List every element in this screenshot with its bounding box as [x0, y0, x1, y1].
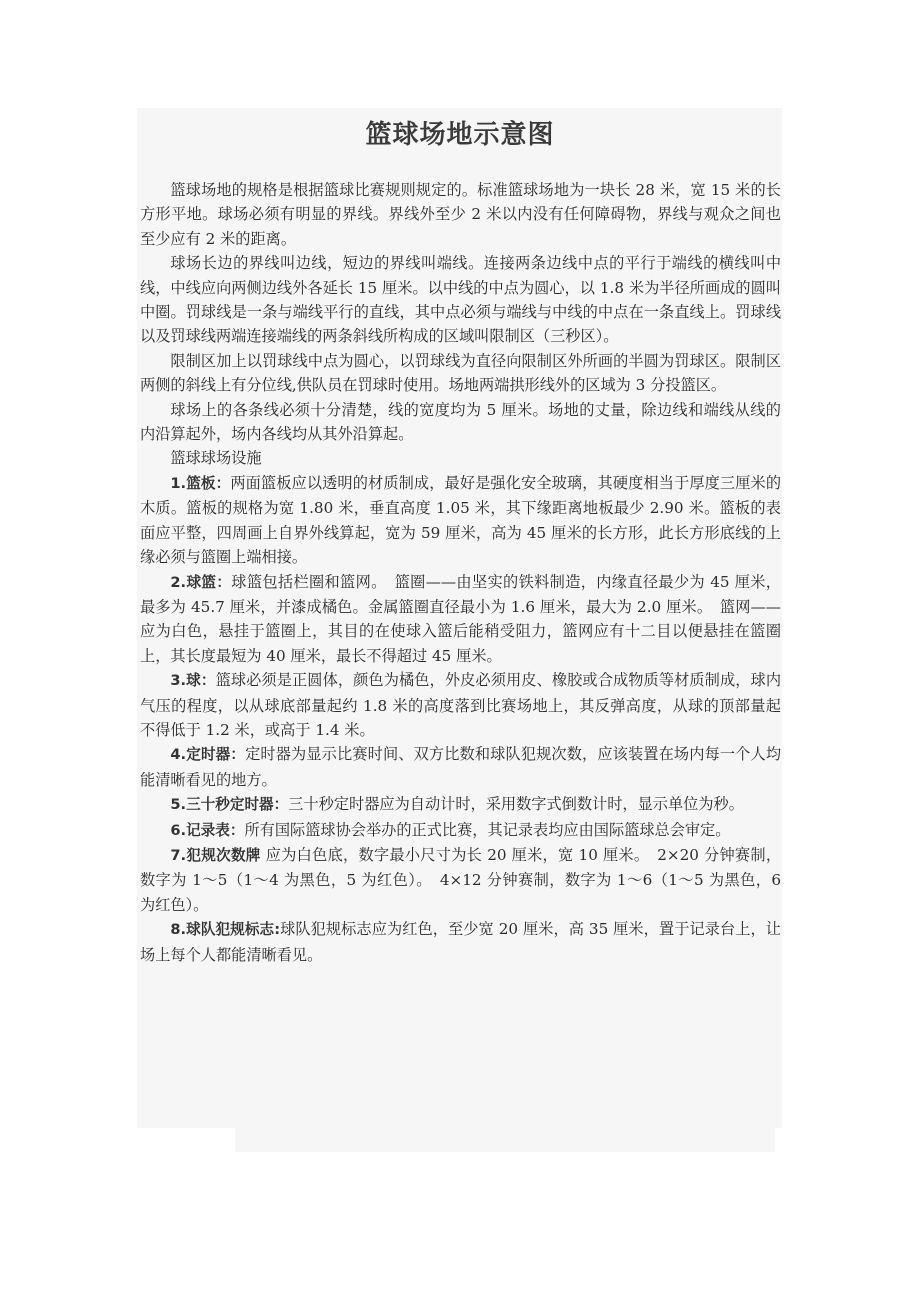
facility-label: 6.记录表： [170, 821, 245, 839]
facility-item [140, 471, 781, 570]
document-body [140, 178, 781, 967]
paragraph: 限制区加上以罚球线中点为圆心，以罚球线为直径向限制区外所画的半圆为罚球区。限制区两侧的斜线上有分位线,供队员在罚球时使用。场地两端拱形线外的区域为 3 分投篮区。 [140, 351, 781, 395]
facility-label: 5.三十秒定时器： [170, 796, 289, 814]
facility-label: 2.球篮： [170, 573, 232, 591]
facility-text: 篮球必须是正圆体，颜色为橘色，外皮必须用皮、橡胶或合成物质等材质制成，球内气压的程度，以从球底部量起约 1.8 米的高度落到比赛场地上，其反弹高度，从球的顶部量起不得低于 1.2 米，或高于 1.4 米。 [140, 671, 782, 739]
paragraph: 篮球场地的规格是根据篮球比赛规则规定的。标准篮球场地为一块长 28 米，宽 15 米的长方形平地。球场必须有明显的界线。界线外至少 2 米以内没有任何障碍物，界线与观众之间也至少应有 2 米的距离。 [140, 181, 781, 248]
facility-text: 应为白色底，数字最小尺寸为长 20 厘米，宽 10 厘米。 2×20 分钟赛制，数字为 1～5（1～4 为黑色，5 为红色）。 4×12 分钟赛制，数字为 1～6（1～5 为黑色，6 为红色）。 [140, 845, 782, 914]
document-page-tail [235, 1128, 775, 1152]
facility-label: 8.球队犯规标志: [170, 921, 281, 939]
facility-label: 3.球： [170, 672, 216, 690]
facility-text: 两面篮板应以透明的材质制成，最好是强化安全玻璃，其硬度相当于厚度三厘米的木质。篮板的规格为宽 1.80 米，垂直高度 1.05 米，其下缘距离地板最少 2.90 米。篮板的表面应平整，四周画上自界外线算起，宽为 59 厘米，高为 45 厘米的长方形，此长方形底线的上缘必须与篮圈上端相接。 [140, 473, 782, 567]
facility-text: 三十秒定时器应为自动计时，采用数字式倒数计时，显示单位为秒。 [288, 795, 744, 814]
facility-label: 7.犯规次数牌 [170, 846, 261, 864]
facility-item [140, 570, 781, 669]
facility-item [140, 917, 781, 967]
facility-text: 球队犯规标志应为红色，至少宽 20 厘米，高 35 厘米，置于记录台上，让场上每个人都能清晰看见。 [140, 920, 781, 964]
facility-item [140, 742, 781, 792]
page-title: 篮球场地示意图 [365, 120, 555, 150]
paragraph: 球场长边的界线叫边线，短边的界线叫端线。连接两条边线中点的平行于端线的横线叫中线，中线应向两侧边线外各延长 15 厘米。以中线的中点为圆心，以 1.8 米为半径所画成的圆叫中圈。罚球线是一条与端线平行的直线，其中点必须与端线与中线的中点在一条直线上。罚球线以及罚球线两端连接端线的两条斜线所构成的区域叫限制区（三秒区）。 [140, 254, 781, 346]
facility-item [140, 792, 781, 817]
facility-item [140, 668, 781, 742]
facility-text: 定时器为显示比赛时间、双方比数和球队犯规次数，应该装置在场内每一个人均能清晰看见的地方。 [140, 745, 782, 789]
facility-label: 4.定时器： [170, 746, 246, 764]
facility-item [140, 843, 781, 917]
facility-item [140, 818, 781, 843]
paragraph: 球场上的各条线必须十分清楚，线的宽度均为 5 厘米。场地的丈量，除边线和端线从线的内沿算起外，场内各线均从其外沿算起。 [140, 400, 781, 444]
facility-text: 球篮包括栏圈和篮网。 篮圈——由坚实的铁料制造，内缘直径最少为 45 厘米，最多为 45.7 厘米，并漆成橘色。金属篮圈直径最小为 1.6 厘米，最大为 2.0 厘米。 篮网——应为白色，悬挂于篮圈上，其目的在使球入篮后能稍受阻力，篮网应有十二目以便悬挂在篮圈上，其长度最短为 40 厘米，最长不得超过 45 厘米。 [140, 572, 781, 665]
facility-text: 所有国际篮球协会举办的正式比赛，其记录表均应由国际篮球总会审定。 [244, 820, 731, 839]
section-heading: 篮球球场设施 [170, 449, 262, 468]
facility-label: 1.篮板： [170, 474, 231, 492]
